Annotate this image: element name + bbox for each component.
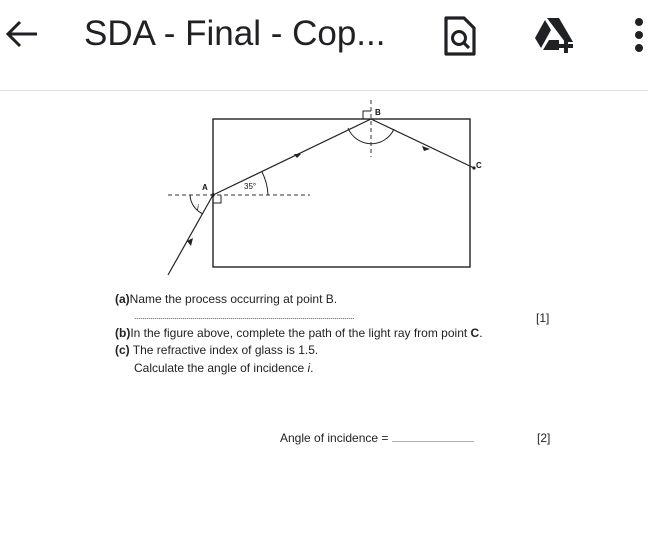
label-i: i [197,203,199,212]
question-b-point: C [470,326,480,340]
more-options-button[interactable] [615,12,648,60]
glass-block [213,119,470,267]
answer-angle-of-incidence [280,431,474,447]
marks-c: [2] [537,431,551,445]
question-c [115,343,318,358]
answer-label: Angle of incidence = [280,431,392,445]
angle-arc-35 [262,172,268,195]
label-a: A [202,183,208,192]
question-c-label: (c) [115,343,130,357]
back-button[interactable] [2,14,42,54]
question-a-text: Name the process occurring at point B. [129,292,338,306]
question-b [115,326,483,341]
question-c-sub-end: . [310,361,314,375]
incident-ray [168,195,213,275]
answer-line-a[interactable]: .............................................................................................................. [134,311,355,321]
reflected-ray [371,119,474,168]
document-title: SDA - Final - Cop... [84,14,386,53]
arrow-left-icon [2,14,42,54]
search-in-document-button[interactable] [436,12,484,60]
document-search-icon [436,12,484,60]
question-b-label: (b) [115,326,131,340]
question-b-end: . [479,326,483,340]
question-c-variable: i [307,361,311,375]
refracted-ray [213,119,371,195]
app-bar [0,0,648,72]
question-c-text: The refractive index of glass is 1.5. [132,343,319,357]
document-page[interactable] [0,91,648,554]
label-35-degrees: 35° [244,182,257,191]
question-b-text: In the figure above, complete the path of the light ray from point [130,326,471,340]
answer-line-c[interactable]: ......................................... [391,434,474,444]
question-a-label: (a) [115,292,130,306]
label-b: B [375,108,381,117]
marks-a: [1] [536,311,550,325]
point-a [211,193,215,197]
add-to-drive-button[interactable] [529,12,577,60]
question-c-instruction [134,361,313,376]
question-c-sub-text: Calculate the angle of incidence [134,361,308,375]
label-c: C [476,161,482,170]
glass-block-diagram [160,97,490,287]
add-to-drive-icon [529,12,577,60]
question-a [115,292,337,307]
right-angle-b [363,111,371,119]
more-vert-icon [615,12,648,60]
